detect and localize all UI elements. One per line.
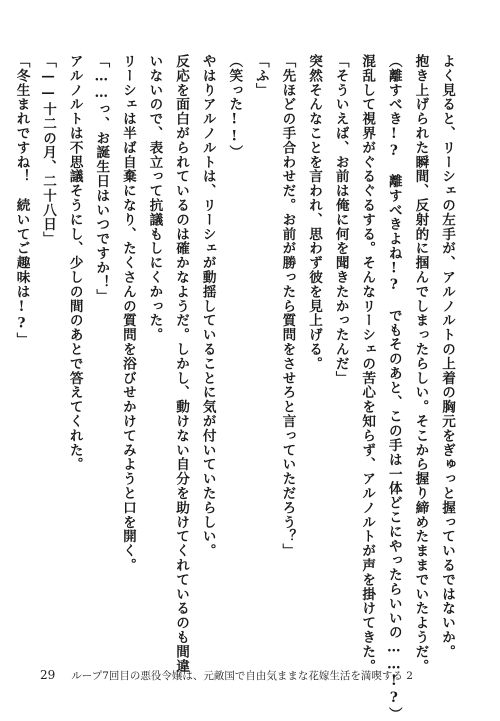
text-line: いないので、表立って抗議もしにくかった。	[146, 54, 163, 342]
text-line: 「冬生まれですね！ 続いてご趣味は!?」	[13, 54, 30, 347]
text-line: リーシェは半ば自棄になり、たくさんの質問を浴びせかけてみようと口を開く。	[119, 54, 136, 573]
text-line: 「先ほどの手合わせだ。お前が勝ったら質問をさせろと言っていただろう？」	[279, 54, 296, 558]
text-line: （笑った!!）	[226, 54, 243, 160]
text-line: 「そういえば、お前は俺に何を聞きたかったんだ」	[332, 54, 349, 386]
text-line: 「——十二の月、二十八日」	[40, 54, 57, 246]
text-line: 混乱して視界がぐるぐるする。そんなリーシェの苦心を知らず、アルノルトが声を掛けてきた。	[359, 54, 376, 674]
text-line: 抱き上げられた瞬間、反射的に掴んでしまったらしい。そこから握り締めたままでいたようだ。	[412, 54, 429, 674]
text-line: （離すべき!? 離すべきよね!? でもそのあと、この手は一体どこにやったらいいの……!?）	[385, 54, 402, 721]
text-line: よく見ると、リーシェの左手が、アルノルトの上着の胸元をぎゅっと握っているではないか。	[439, 54, 455, 659]
text-line: 突然そんなことを言われ、思わず彼を見上げる。	[306, 54, 323, 371]
text-line: 反応を面白がられているのは確かなようだ。しかし、動けない自分を助けてくれているのも間違	[173, 54, 190, 674]
text-line: 「……っ、お誕生日はいつですか！」	[93, 54, 110, 304]
text-line: やはりアルノルトは、リーシェが動揺していることに気が付いていたらしい。	[199, 54, 216, 558]
page-number: 29	[40, 668, 56, 682]
running-title: ループ7回目の悪役令嬢は、元敵国で自由気ままな花嫁生活を満喫する 2	[71, 670, 413, 682]
text-line: アルノルトは不思議そうにし、少しの間のあとで答えてくれた。	[66, 54, 83, 472]
page-footer	[40, 668, 413, 683]
text-line: 「ふ」	[252, 54, 269, 98]
